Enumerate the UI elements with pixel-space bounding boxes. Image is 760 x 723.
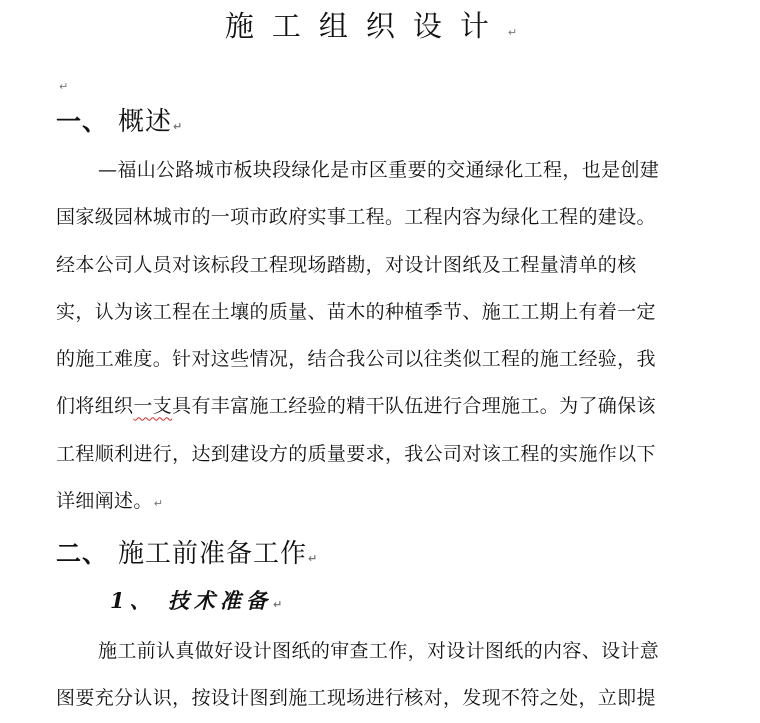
section-heading-overview [56,104,183,145]
paragraph-mark-icon: ↵ [153,497,164,511]
section-heading-text: 施工前准备工作 [118,539,308,569]
paragraph-line: 工程顺利进行，达到建设方的质量要求，我公司对该工程的实施作以下 [56,442,656,465]
paragraph-mark-icon: ↵ [272,598,288,611]
section-number: 一、 [56,107,109,136]
paragraph-line: —福山公路城市板块段绿化是市区重要的交通绿化工程，也是创建 [98,159,660,181]
subsection-heading-text: 技术准备 [167,588,272,613]
empty-paragraph [58,75,68,94]
document-title [0,4,760,55]
paragraph-mark-icon: ↵ [507,26,536,39]
subsection-number: 1、 [110,588,156,613]
subsection-heading-technical [110,585,287,615]
paragraph-line: 的施工难度。针对这些情况，结合我公司以往类似工程的施工经验，我 [56,348,656,371]
paragraph-mark-icon: ↵ [173,120,184,133]
section-heading-text: 概述 [118,107,173,137]
spellcheck-underlined-text: 一支 [133,395,173,418]
paragraph-line [56,383,726,430]
line-part: 们将组织 [56,395,134,418]
paragraph-line: 国家级园林城市的一项市政府实事工程。工程内容为绿化工程的建设。 [56,206,656,229]
line-part: 详细阐述。 [56,490,153,513]
paragraph-line: 施工前认真做好设计图纸的审查工作，对设计图纸的内容、设计意 [98,640,660,662]
paragraph-line: 图要充分认识，按设计图到施工现场进行核对，发现不符之处，立即提 [56,687,656,710]
paragraph-line: 实，认为该工程在土壤的质量、苗木的种植季节、施工工期上有着一定 [56,300,656,323]
technical-paragraph [56,628,726,723]
line-part: 具有丰富施工经验的精干队伍进行合理施工。为了确保该 [172,395,656,418]
section-heading-preparation [56,536,318,577]
paragraph-mark-icon: ↵ [308,552,319,565]
section-number: 二、 [56,539,109,568]
paragraph-line [56,478,726,525]
paragraph-mark-icon: ↵ [59,80,69,93]
paragraph-line: 经本公司人员对该标段工程现场踏勘，对设计图纸及工程量清单的核 [56,253,637,276]
title-text: 施工组织设计 [224,9,507,43]
overview-paragraph [56,147,726,525]
